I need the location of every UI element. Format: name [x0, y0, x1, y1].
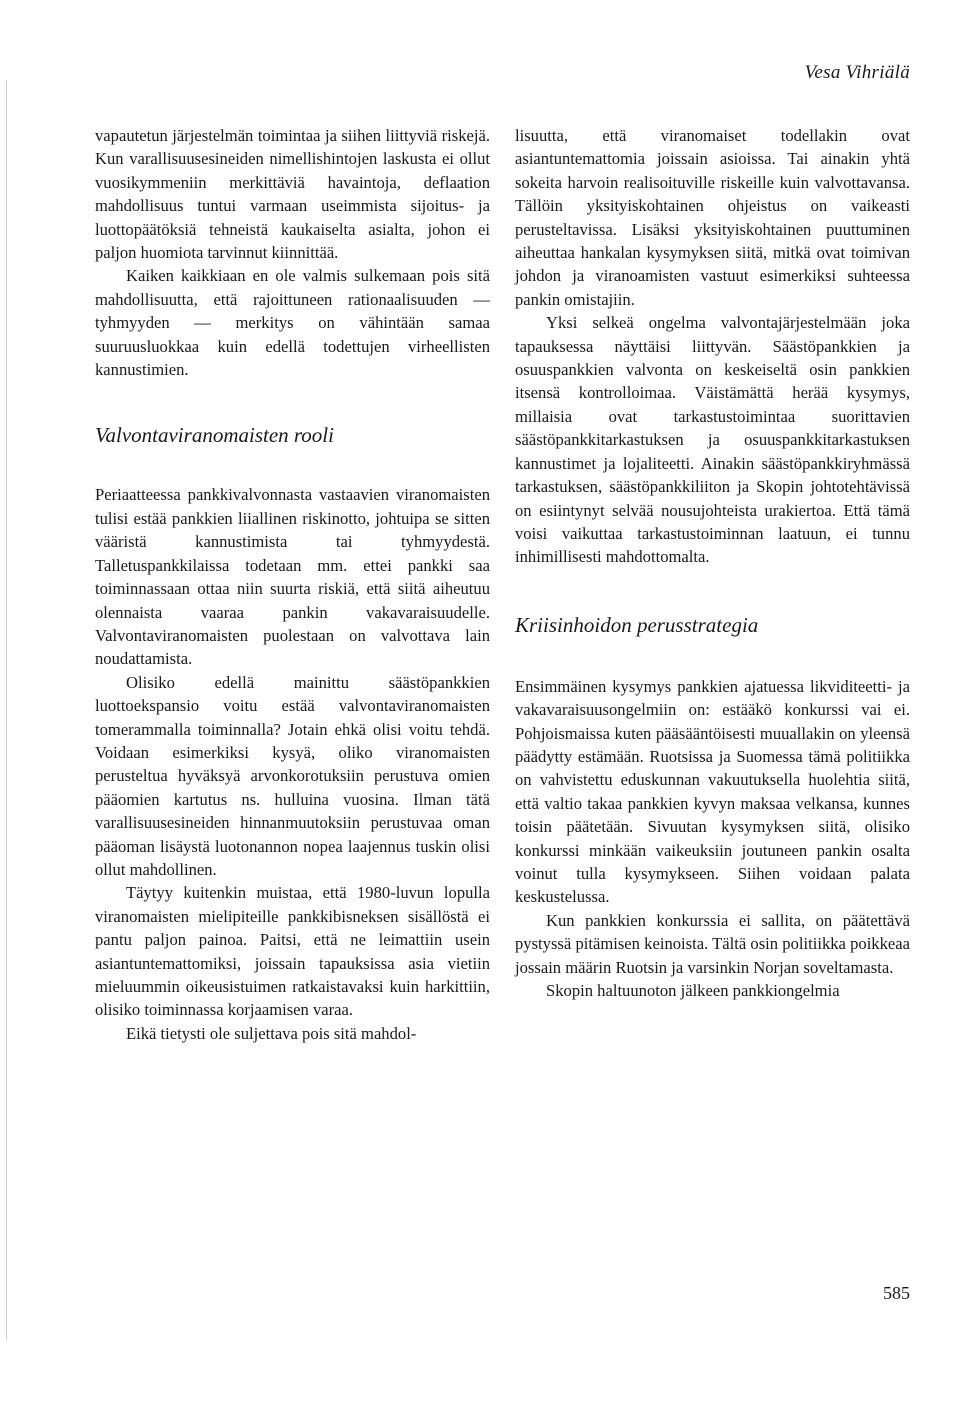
paragraph: Kun pankkien konkurssia ei sallita, on päätettävä pystyssä pitämisen keinoista. Tältä osin politiikka poikkeaa jossain määrin Ruotsin ja varsinkin Norjan soveltamasta. [515, 910, 910, 977]
paragraph: lisuutta, että viranomaiset todellakin ovat asiantuntemattomia joissain asioissa. Tai ainakin yhtä sokeita harvoin realisoituville riskeille kuin valvottavansa. Tällöin yksityiskohtainen ohjeistus on vaikeasti perusteltavissa. Lisäksi yksityiskohtainen puuttuminen aiheuttaa hankalan kysymyksen siitä, mitkä ovat toimivan johdon ja viranoamisten vastuut esimerkiksi suhteessa pankin omistajiin. [515, 126, 910, 309]
paragraph: Periaatteessa pankkivalvonnasta vastaavien viranomaisten tulisi estää pankkien liiallinen riskinotto, johtuipa se sitten vääristä kannustimista tai tyhmyydestä. Talletuspankkilaissa todetaan mm. ettei pankki saa toiminnassaan ottaa niin suurta riskiä, että siitä aiheutuu olennaista vaaraa pankin vakavaraisuudelle. Valvontaviranomaisten puolestaan on valvottava lain noudattamista. [95, 485, 490, 669]
right-column [515, 124, 910, 1002]
section-heading: Valvontaviranomaisten rooli [95, 423, 334, 448]
paragraph: Olisiko edellä mainittu säästöpankkien luottoekspansio voitu estää valvontaviranomaisten tomerammalla toiminnalla? Jotain ehkä olisi voitu tehdä. Voidaan esimerkiksi kysyä, oliko viranomaisten perusteltua hyväksyä arvonkorotuksiin perustuva omien pääomien kartutus ns. hulluina vuosina. Ilman tätä varallisuusesineiden hinnanmuutoksiin perustuvaa oman pääoman lisäystä luotonannon nopea laajennus tuskin olisi ollut mahdollinen. [95, 672, 490, 879]
left-column [95, 124, 490, 1045]
paragraph: Yksi selkeä ongelma valvontajärjestelmään joka tapauksessa näyttäisi liittyvän. Säästöpankkien ja osuuspankkien valvonta on keskeiseltä osin pankkien itsensä kontrolloimaa. Väistämättä herää kysymys, millaisia ovat tarkastustoimintaa suorittavien säästöpankkitarkastuksen ja osuuspankkitarkastuksen kannustimet ja lojaliteetti. Ainakin säästöpankkiryhmässä tarkastuksen, säästöpankkiliiton ja Skopin johtotehtävissä on esiintynyt selvää nousujohteista urakiertoa. Että tämä voisi vaikuttaa tarkastustoiminnan laatuun, ei tunnu inhimillisesti mahdottomalta. [515, 313, 910, 567]
paragraph: Skopin haltuunoton jälkeen pankkiongelmia [546, 981, 840, 1000]
page-number: 585 [883, 1283, 910, 1303]
scan-edge-line [6, 80, 7, 1340]
running-head-author: Vesa Vihriälä [804, 62, 910, 83]
section-heading: Kriisinhoidon perusstrategia [515, 612, 759, 637]
paragraph: Eikä tietysti ole suljettava pois sitä mahdol- [126, 1023, 417, 1043]
paragraph: Ensimmäinen kysymys pankkien ajatuessa likviditeetti- ja vakavaraisuusongelmiin on: estääkö konkurssi vai ei. Pohjoismaissa kuten pääsääntöisesti muuallakin on yleensä päädytty estämään. Ruotsissa ja Suomessa tämä politiikka on vahvistettu eduskunnan vakuutuksella huolehtia siitä, että valtio takaa pankkien kyvyn maksaa velkansa, kunnes toisin päätetään. Sivuutan kysymyksen siitä, olisiko konkurssi minkään vaikeuksiin joutuneen pankin osalta voinut tulla kysymykseen. Siihen voidaan palata keskustelussa. [515, 676, 910, 907]
paragraph: Kaiken kaikkiaan en ole valmis sulkemaan pois sitä mahdollisuutta, että rajoittuneen rationaalisuuden — tyhmyyden — merkitys on vähintään samaa suuruusluokkaa kuin edellä todettujen virheellisten kannustimien. [95, 266, 490, 380]
paragraph: vapautetun järjestelmän toimintaa ja siihen liittyviä riskejä. Kun varallisuusesineiden nimellishintojen laskusta ei ollut vuosikymmeniin merkittäviä havaintoja, deflaation mahdollisuus tuntui varmaan useimmista sijoitus- ja luottopäätöksiä tehneistä kaukaiselta asialta, johon ei paljon huomiota tarvinnut kiinnittää. [95, 126, 490, 263]
paragraph: Täytyy kuitenkin muistaa, että 1980-luvun lopulla viranomaisten mielipiteille pankkibisneksen sisällöstä ei pantu paljon painoa. Paitsi, että ne leimattiin usein asiantuntemattomiksi, joissain tapauksissa asia vietiin mieluummin oikeusistuimen ratkaistavaksi kuin harkittiin, olisiko toiminnassa korjaamisen varaa. [95, 883, 490, 1020]
